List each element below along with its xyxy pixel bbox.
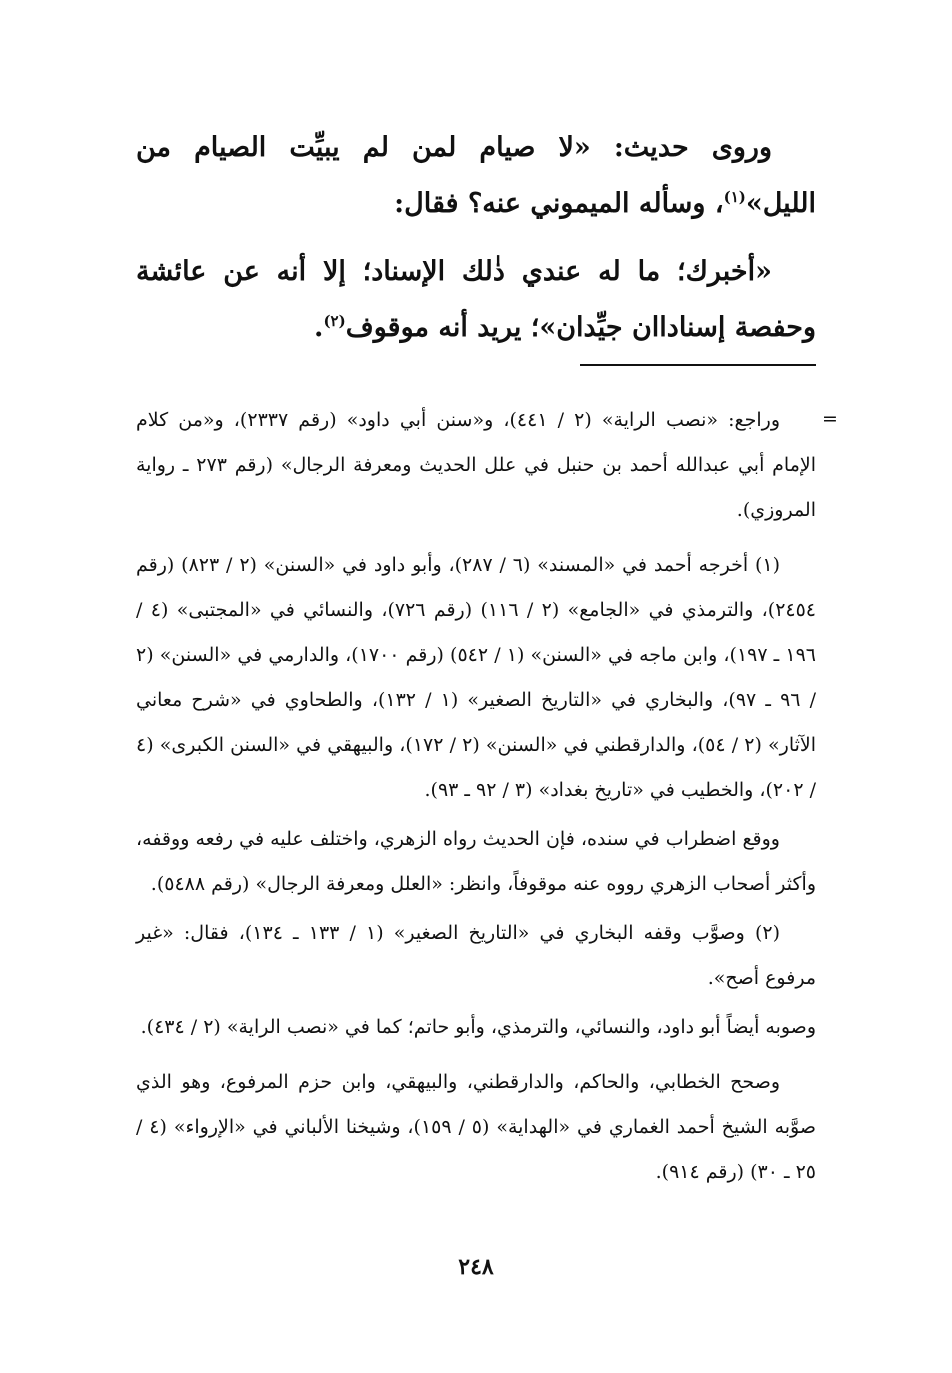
footnote-continuation-mark: = xyxy=(822,408,838,430)
hadith-quote: وروى حديث: «لا صيام لمن لم يبيِّت الصيام من الليل» xyxy=(136,132,816,219)
footnotes-section xyxy=(136,398,816,1199)
page-number: ٢٤٨ xyxy=(458,1254,494,1280)
main-paragraph-1-tail: ، وسأله الميموني عنه؟ فقال: xyxy=(394,188,724,219)
footnote-ref-2[interactable]: (٢) xyxy=(323,312,346,330)
footnote-continuation: وراجع: «نصب الراية» (٢ / ٤٤١)، و«سنن أبي داود» (رقم ٢٣٣٧)، و«من كلام الإمام أبي عبدالله أحمد بن حنبل في علل الحديث ومعرفة الرجال» (رقم ٢٧٣ ـ رواية المروزي). xyxy=(136,409,816,521)
footnote-ref-1[interactable]: (١) xyxy=(723,188,746,206)
footnote-2-final: وصحح الخطابي، والحاكم، والدارقطني، والبيهقي، وابن حزم المرفوع، وهو الذي صوَّبه الشيخ أحمد الغماري في «الهداية» (٥ / ١٥٩)، وشيخنا الألباني في «الإرواء» (٤ / ٢٥ ـ ٣٠) (رقم ٩١٤). xyxy=(136,1071,816,1183)
footnote-2-continued: وصوبه أيضاً أبو داود، والنسائي، والترمذي، وأبو حاتم؛ كما في «نصب الراية» (٢ / ٤٣٤). xyxy=(140,1016,816,1038)
footnote-2: (٢) وصوَّب وقفه البخاري في «التاريخ الصغير» (١ / ١٣٣ ـ ١٣٤)، فقال: «غير مرفوع أصح». xyxy=(136,922,816,989)
main-paragraph-2-tail: . xyxy=(314,312,324,343)
main-text xyxy=(136,120,816,368)
footnote-1-continued: ووقع اضطراب في سنده، فإن الحديث رواه الزهري، واختلف عليه في رفعه ووقفه، وأكثر أصحاب الزهري رووه عنه موقوفاً، وانظر: «العلل ومعرفة الرجال» (رقم ٥٤٨٨). xyxy=(136,828,816,895)
main-paragraph-2 xyxy=(136,244,816,356)
footnote-1: (١) أخرجه أحمد في «المسند» (٦ / ٢٨٧)، وأبو داود في «السنن» (٢ / ٨٢٣) (رقم ٢٤٥٤)، والترمذي في «الجامع» (٢ / ١١٦) (رقم ٧٢٦)، والنسائي في «المجتبى» (٤ / ١٩٦ ـ ١٩٧)، وابن ماجه في «السنن» (١ / ٥٤٢) (رقم ١٧٠٠)، والدارمي في «السنن» (٢ / ٩٦ ـ ٩٧)، والبخاري في «التاريخ الصغير» (١ / ١٣٢)، والطحاوي في «شرح معاني الآثار» (٢ / ٥٤)، والدارقطني في «السنن» (٢ / ١٧٢)، والبيهقي في «السنن الكبرى» (٤ / ٢٠٢)، والخطيب في «تاريخ بغداد» (٣ / ٩٢ ـ ٩٣). xyxy=(136,554,817,801)
main-paragraph-1 xyxy=(136,120,816,232)
footnote-separator-line xyxy=(580,364,816,366)
imam-answer-quote: «أخبرك؛ ما له عندي ذٰلك الإسناد؛ إلا أنه عن عائشة وحفصة إسناداان جيِّدان»؛ يريد أنه موقوف xyxy=(136,256,816,343)
